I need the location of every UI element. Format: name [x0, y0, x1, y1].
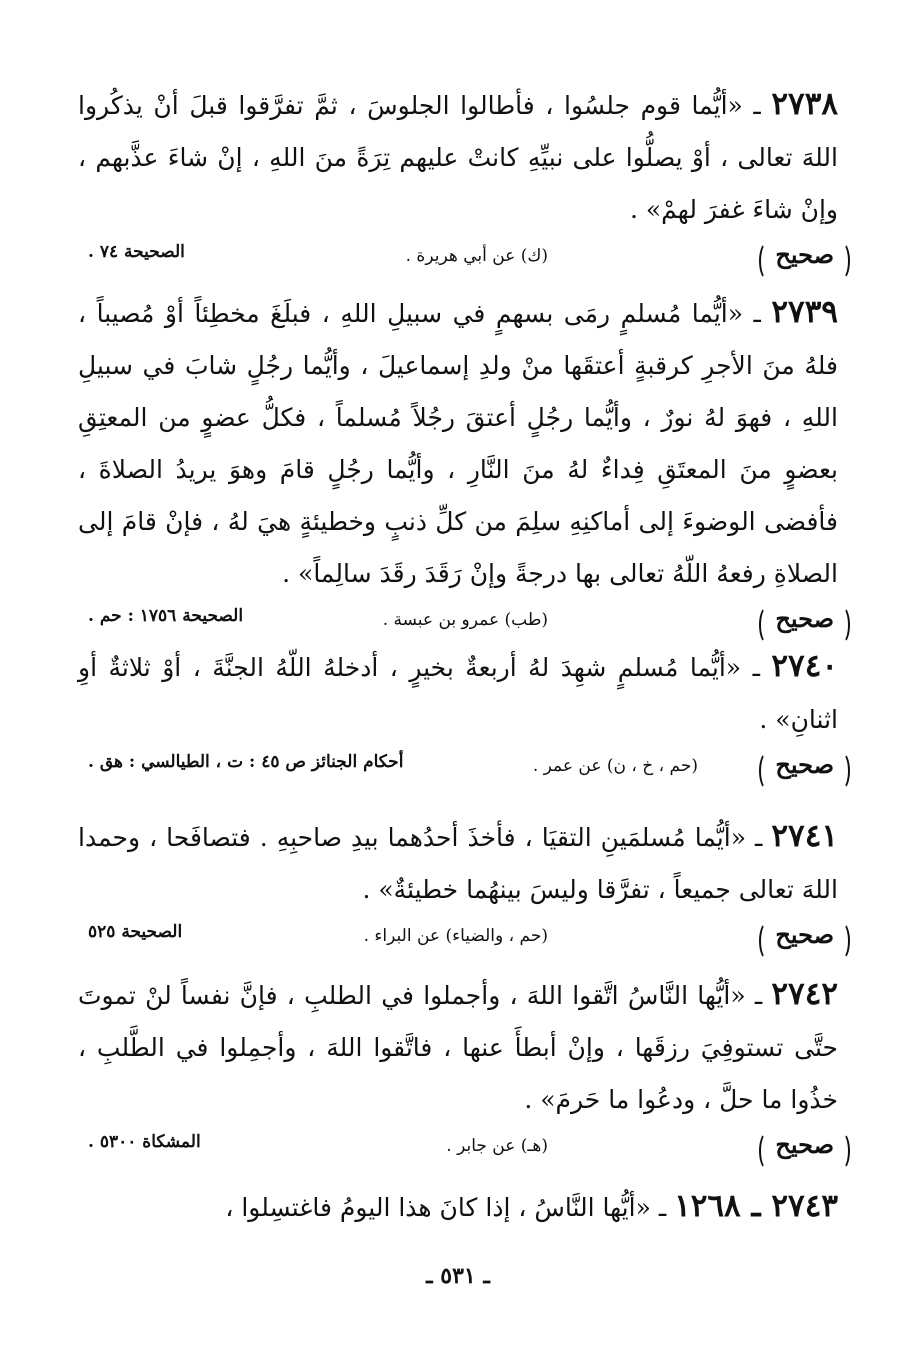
page-number: ـ ٥٣١ ـ [426, 1263, 490, 1289]
hadith-2739 [78, 286, 838, 646]
hadith-number: ٢٧٤٢ [771, 976, 838, 1012]
narrator: (حم ، والضياء) عن البراء . [363, 926, 548, 946]
reference: الصحيحة ١٧٥٦ : حم . [88, 606, 244, 626]
hadith-source [78, 746, 838, 792]
hadith-2742 [78, 968, 838, 1172]
reference: الصحيحة ٥٢٥ [88, 922, 183, 942]
hadith-number: ٢٧٣٩ [771, 294, 839, 330]
hadith-2743 [78, 1180, 838, 1234]
hadith-source [78, 916, 838, 962]
narrator: (هـ) عن جابر . [446, 1136, 548, 1156]
hadith-text: ٢٧٣٨ ـ «أيُّما قوم جلسُوا ، فأطالوا الجلوسَ ، ثمَّ تفرَّقوا قبلَ أنْ يذكُروا اللهَ تعالى ، أوْ يصلُّوا على نبيِّهِ كانتْ عليهم تِرَةً منَ اللهِ ، إنْ شاءَ عذَّبهم ، وإنْ شاءَ غفرَ لهمْ» . [78, 86, 838, 224]
grade-label: صحيح [771, 920, 838, 949]
narrator: (حم ، خ ، ن) عن عمر . [532, 756, 698, 776]
narrator: (طب) عمرو بن عبسة . [382, 610, 548, 630]
hadith-source [78, 1126, 838, 1172]
hadith-2740 [78, 640, 838, 792]
hadith-text: ٢٧٤٢ ـ «أيُّها النَّاسُ اتَّقوا اللهَ ، وأجملوا في الطلبِ ، فإنَّ نفساً لنْ تموتَ حتَّى تستوفِيَ رزقَها ، وإنْ أبطأَ عنها ، فاتَّقوا اللهَ ، وأجمِلوا في الطَّلبِ ، خذُوا ما حلَّ ، ودعُوا ما حَرمَ» . [78, 976, 838, 1114]
grade-label: صحيح [771, 240, 838, 269]
hadith-source [78, 236, 838, 282]
narrator: (ك) عن أبي هريرة . [405, 246, 548, 266]
hadith-text: ٢٧٤١ ـ «أيُّما مُسلمَينِ التقيَا ، فأخذَ أحدُهما بيدِ صاحبِهِ . فتصافَحا ، وحمدا اللهَ تعالى جميعاً ، تفرَّقا وليسَ بينهُما خطيئةٌ» . [78, 818, 838, 904]
hadith-2738 [78, 78, 838, 282]
reference: أحكام الجنائز ص ٤٥ : ت ، الطيالسي : هق . [88, 752, 404, 772]
hadith-number: ٢٧٤٣ ـ ١٢٦٨ [674, 1188, 838, 1224]
reference: الصحيحة ٧٤ . [88, 242, 185, 262]
hadith-2741 [78, 810, 838, 962]
reference: المشكاة ٥٣٠٠ . [88, 1132, 201, 1152]
hadith-text: ٢٧٤٠ ـ «أيُّما مُسلمٍ شهِدَ لهُ أربعةٌ بخيرٍ ، أدخلهُ اللّهُ الجنَّةَ ، أوْ ثلاثةٌ أوِ اثنانِ» . [78, 648, 839, 734]
hadith-number: ٢٧٣٨ [771, 86, 838, 122]
hadith-text: ٢٧٣٩ ـ «أيُّما مُسلمٍ رمَى بسهمٍ في سبيلِ اللهِ ، فبلَغَ مخطِئاً أوْ مُصيباً ، فلهُ منَ الأجرِ كرقبةٍ أعتقَها منْ ولدِ إسماعيلَ ، وأيُّما رجُلٍ شابَ في سبيلِ اللهِ ، فهوَ لهُ نورٌ ، وأيُّما رجُلٍ أعتقَ رجُلاً مُسلماً ، فكلُّ عضوٍ من المعتِقِ بعضوٍ منَ المعتَقِ فِداءٌ لهُ منَ النَّارِ ، وأيُّما رجُلٍ قامَ وهوَ يريدُ الصلاةَ ، فأفضى الوضوءَ إلى أماكنِهِ سلِمَ من كلِّ ذنبٍ وخطيئةٍ هيَ لهُ ، فإنْ قامَ إلى الصلاةِ رفعهُ اللّهُ تعالى بها درجةً وإنْ رَقَدَ رقَدَ سالِماً» . [78, 294, 839, 588]
grade-label: صحيح [771, 604, 838, 633]
hadith-text: ٢٧٤٣ ـ ١٢٦٨ ـ «أيُّها النَّاسُ ، إذا كانَ هذا اليومُ فاغتسِلوا ، [225, 1188, 838, 1224]
hadith-number: ٢٧٤٠ [771, 648, 839, 684]
hadith-number: ٢٧٤١ [771, 818, 838, 854]
grade-label: صحيح [771, 1130, 838, 1159]
grade-label: صحيح [771, 750, 838, 779]
